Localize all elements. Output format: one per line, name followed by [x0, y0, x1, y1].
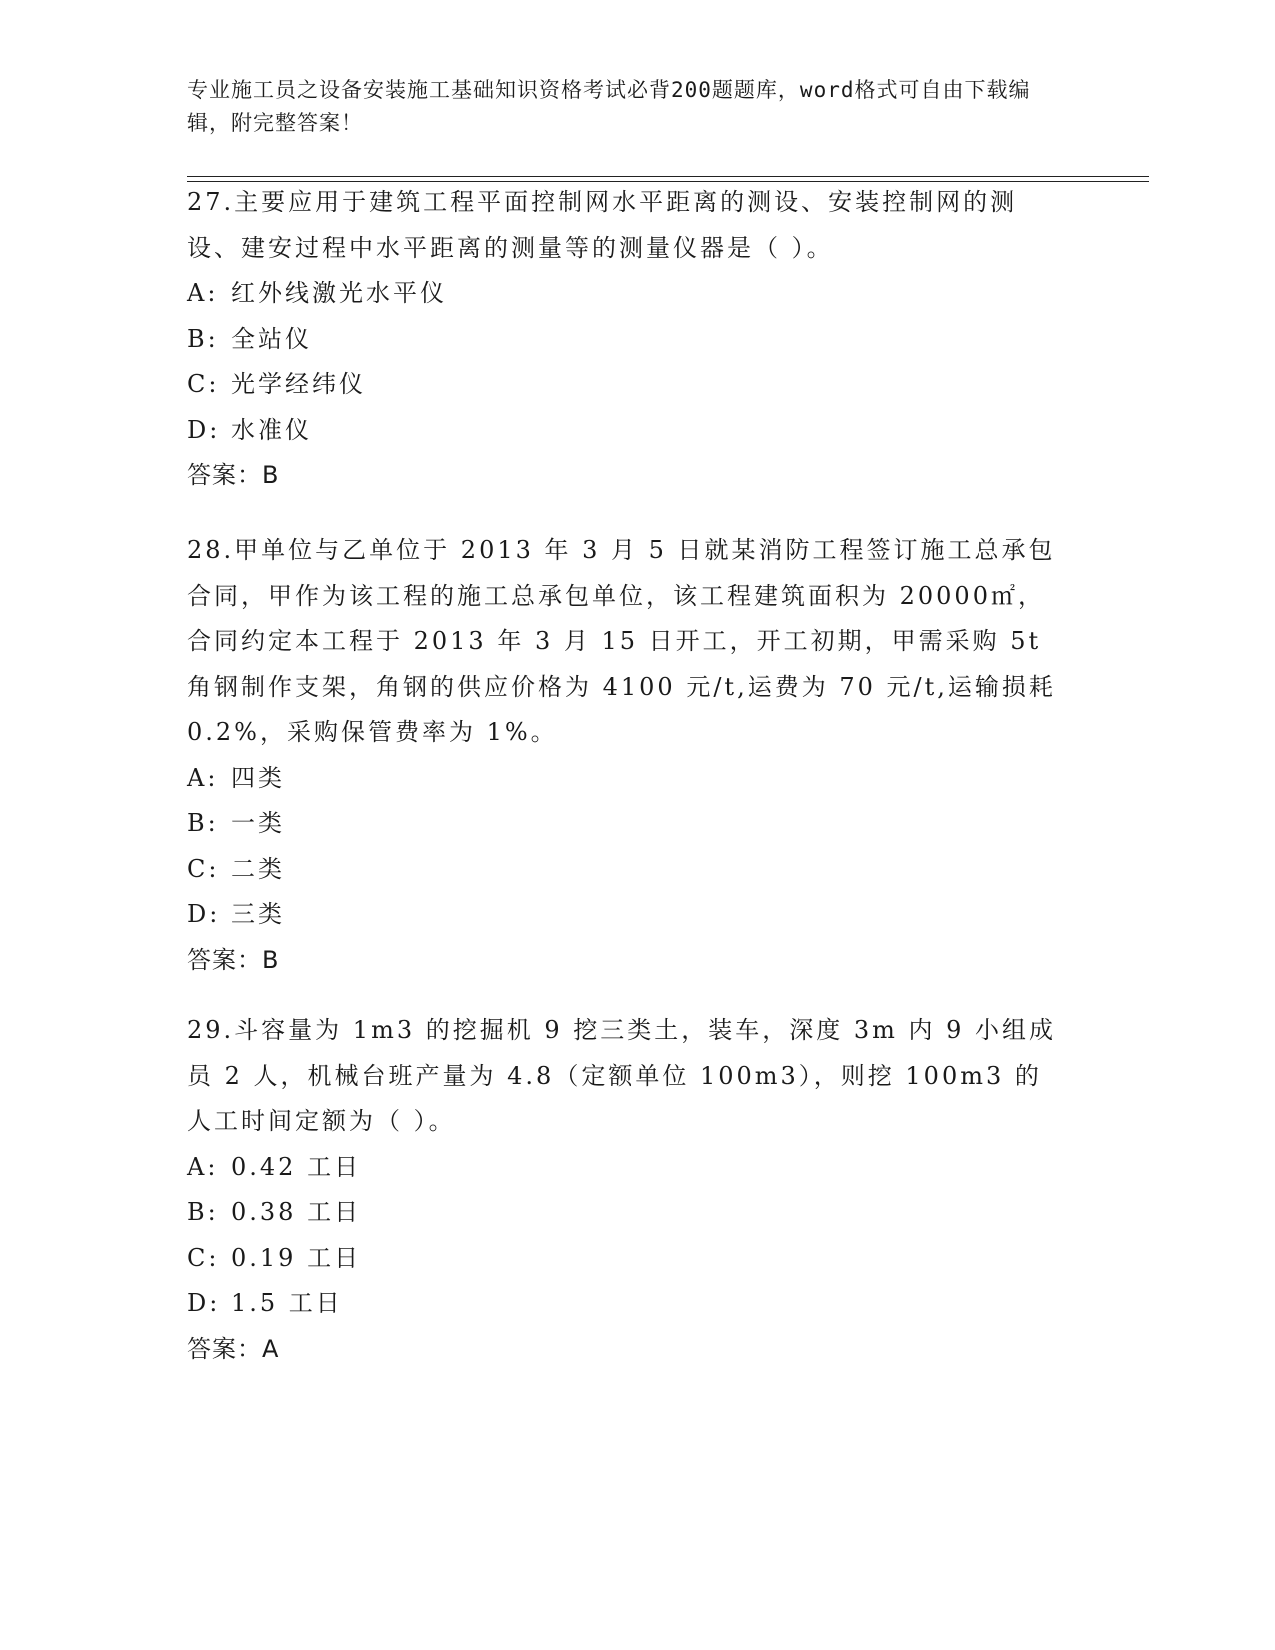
option-letter: A: [187, 1152, 219, 1181]
option-b [187, 317, 1067, 363]
option-a [187, 1145, 1067, 1191]
option-letter: C: [187, 370, 220, 398]
option-text: 全站仪 [231, 324, 312, 353]
option-text: 光学经纬仪 [231, 370, 366, 398]
option-b [187, 1190, 1067, 1236]
question-stem: 28.甲单位与乙单位于 2013 年 3 月 5 日就某消防工程签订施工总承包合同，甲作为该工程的施工总承包单位，该工程建筑面积为 20000㎡，合同约定本工程于 2013 年 3 月 15 日开工，开工初期，甲需采购 5t 角钢制作支架，角钢的供应价格为 4100 元/t,运费为 70 元/t,运输损耗 0.2%，采购保管费率为 1%。 [187, 536, 1056, 746]
option-letter: A: [187, 763, 219, 792]
option-b [187, 801, 1067, 847]
option-text: 0.42 工日 [231, 1152, 362, 1181]
option-c [187, 362, 1067, 408]
question-27 [187, 180, 1067, 499]
option-letter: D: [187, 900, 221, 928]
answer: 答案：B [187, 461, 280, 489]
question-stem: 27.主要应用于建筑工程平面控制网水平距离的测设、安装控制网的测设、建安过程中水平距离的测量等的测量仪器是（ ）。 [187, 188, 1018, 262]
option-letter: B: [187, 809, 219, 837]
option-c [187, 1236, 1067, 1282]
option-text: 1.5 工日 [231, 1289, 343, 1317]
option-letter: B: [187, 1198, 219, 1226]
option-text: 0.19 工日 [231, 1243, 362, 1272]
answer: 答案：A [187, 1334, 280, 1363]
option-c [187, 847, 1067, 893]
question-28 [187, 528, 1067, 983]
question-stem: 29.斗容量为 1m3 的挖掘机 9 挖三类土，装车，深度 3m 内 9 小组成员 2 人，机械台班产量为 4.8（定额单位 100m3），则挖 100m3 的人工时间定额为（ ）。 [187, 1016, 1057, 1135]
option-letter: A: [187, 279, 219, 307]
option-text: 一类 [231, 809, 285, 837]
option-a [187, 271, 1067, 317]
option-letter: D: [187, 1289, 221, 1317]
option-d [187, 1281, 1067, 1327]
option-text: 三类 [231, 900, 285, 928]
option-letter: B: [187, 324, 219, 353]
option-d [187, 408, 1067, 454]
option-d [187, 892, 1067, 938]
document-header: 专业施工员之设备安装施工基础知识资格考试必背200题题库，word格式可自由下载编辑，附完整答案！ [187, 78, 1031, 135]
answer: 答案：B [187, 945, 280, 974]
option-text: 红外线激光水平仪 [231, 279, 447, 307]
option-text: 四类 [231, 763, 285, 792]
option-letter: C: [187, 854, 220, 883]
option-text: 0.38 工日 [231, 1198, 362, 1226]
option-letter: C: [187, 1243, 220, 1272]
option-a [187, 756, 1067, 802]
option-text: 水准仪 [231, 415, 312, 444]
option-text: 二类 [231, 854, 285, 883]
question-29 [187, 1008, 1067, 1372]
option-letter: D: [187, 415, 221, 444]
